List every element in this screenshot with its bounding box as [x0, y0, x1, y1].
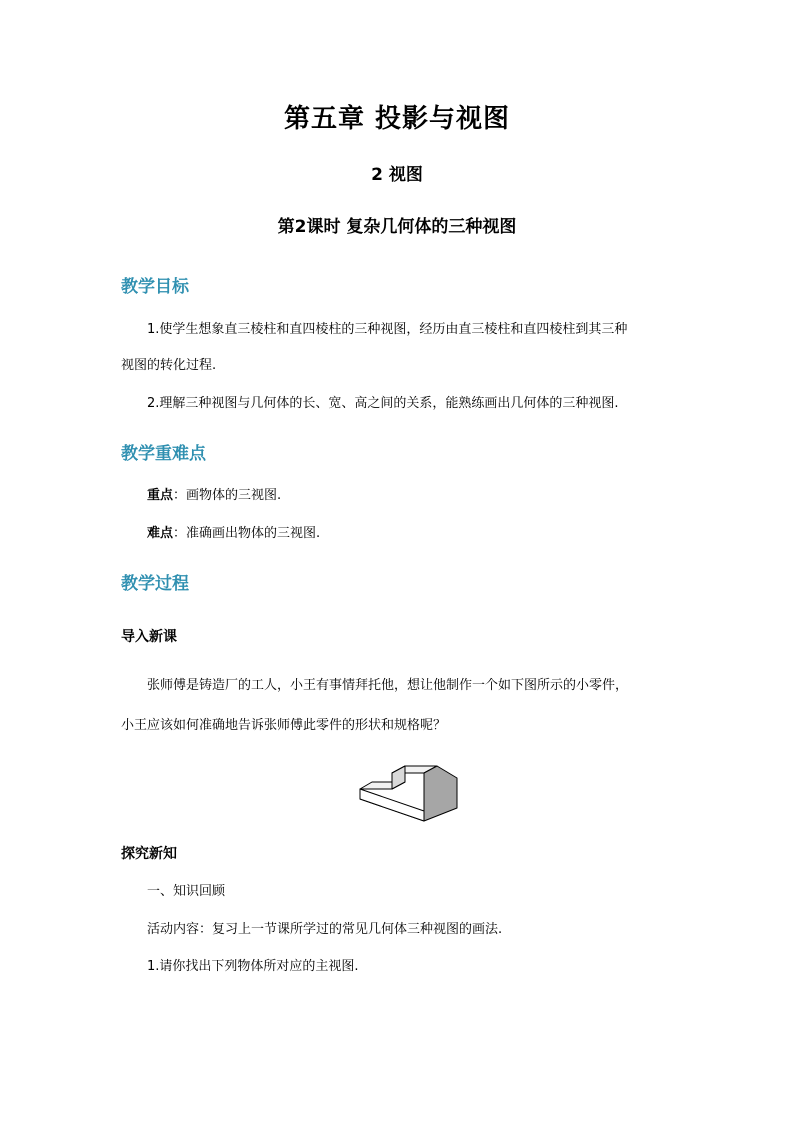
intro-line-1: 张师傅是铸造厂的工人，小王有事情拜托他，想让他制作一个如下图所示的小零件，: [147, 678, 629, 693]
difficulty-label: 难点: [147, 526, 174, 541]
objectives-heading: 教学目标: [121, 277, 189, 297]
objective-item-1-line-1: 1.使学生想象直三棱柱和直四棱柱的三种视图，经历由直三棱柱和直四棱柱到其三种: [147, 322, 628, 337]
focus-text: ：画物体的三视图.: [173, 488, 282, 503]
section-title: 2 视图: [371, 165, 423, 185]
step-part-figure: [358, 752, 460, 824]
figure-right-side: [424, 766, 457, 821]
explore-heading: 探究新知: [121, 846, 177, 862]
focus-label: 重点: [147, 488, 174, 503]
focus-line: [147, 486, 281, 506]
intro-heading: 导入新课: [121, 629, 177, 645]
intro-line-2: 小王应该如何准确地告诉张师傅此零件的形状和规格呢？: [121, 718, 447, 733]
key-points-heading: 教学重难点: [121, 444, 206, 464]
objective-item-1-line-2: 视图的转化过程.: [121, 358, 217, 373]
review-heading: 一、知识回顾: [147, 884, 226, 899]
activity-line: 活动内容：复习上一节课所学过的常见几何体三种视图的画法.: [147, 922, 503, 937]
process-heading: 教学过程: [121, 574, 189, 594]
difficulty-text: ：准确画出物体的三视图.: [173, 526, 321, 541]
lesson-title: 第2课时 复杂几何体的三种视图: [277, 217, 517, 237]
objective-item-2: 2.理解三种视图与几何体的长、宽、高之间的关系，能熟练画出几何体的三种视图.: [147, 396, 619, 411]
difficulty-line: [147, 524, 320, 544]
question-1: 1.请你找出下列物体所对应的主视图.: [147, 959, 359, 974]
chapter-title: 第五章 投影与视图: [283, 104, 511, 134]
